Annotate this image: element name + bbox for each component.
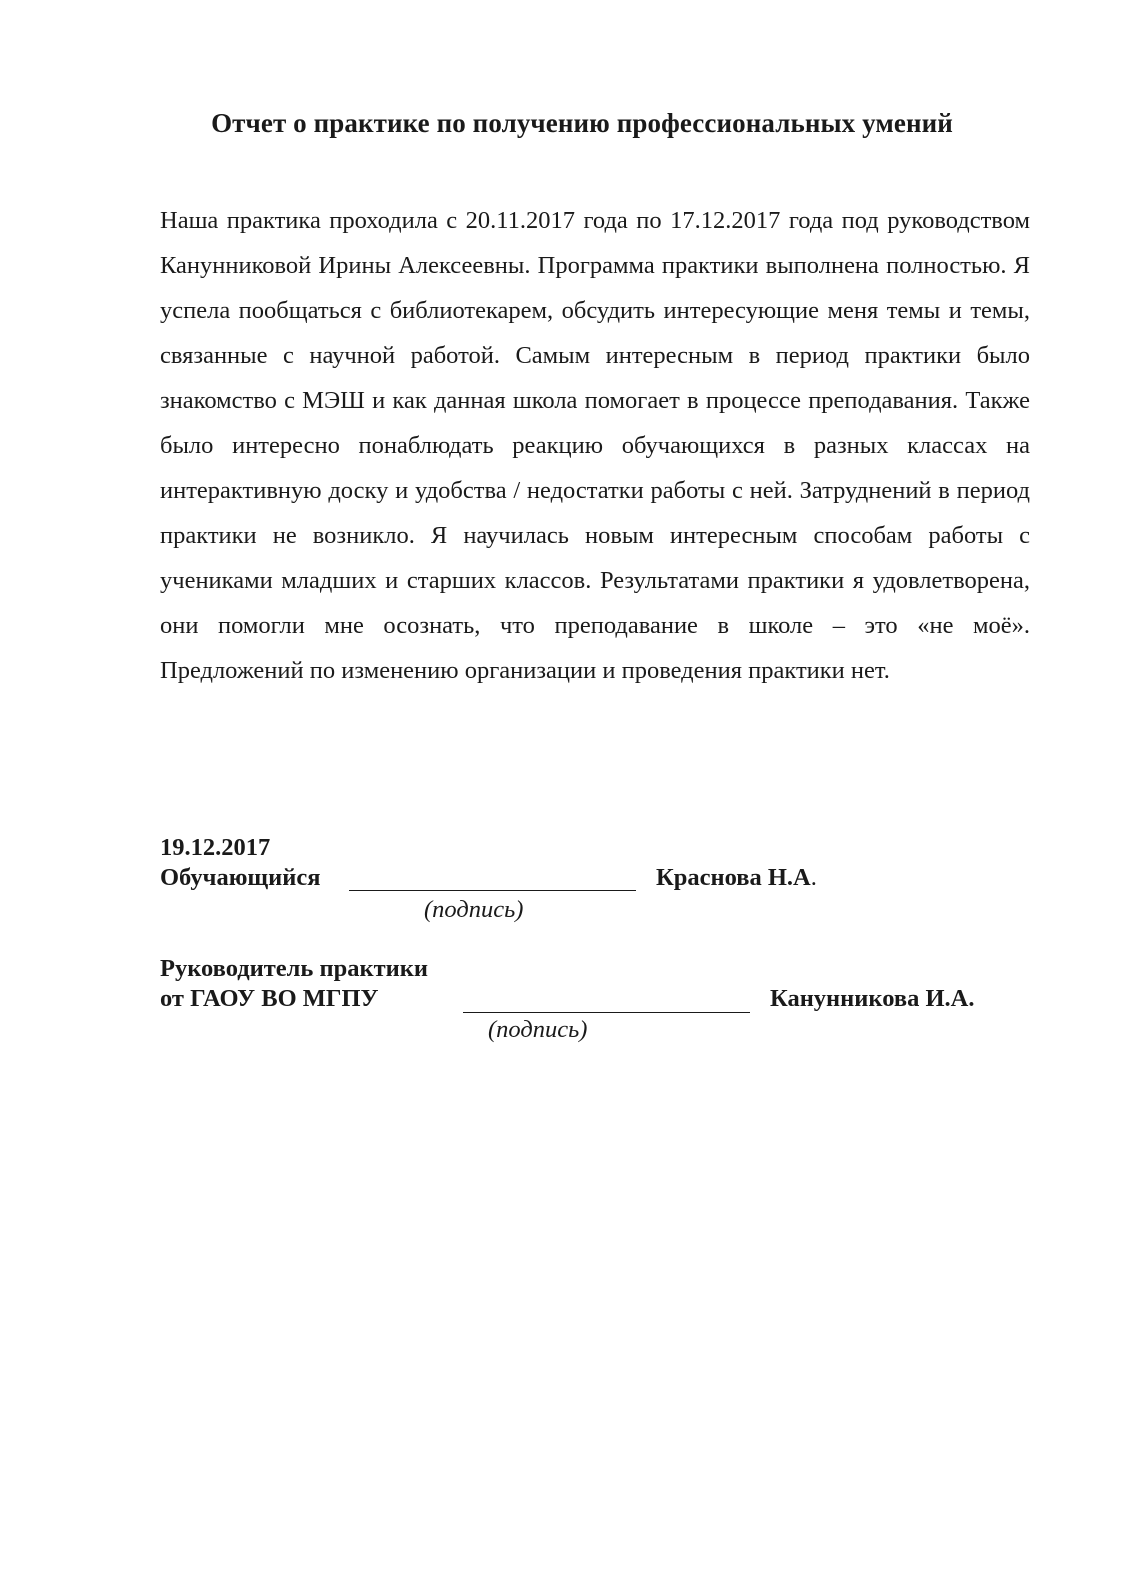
supervisor-role-line1: Руководитель практики — [160, 955, 428, 982]
student-name-suffix: . — [810, 864, 817, 891]
report-paragraph: Наша практика проходила с 20.11.2017 года по 17.12.2017 года под руководством Канунниковой Ирины Алексеевны. Программа практики выполнена полностью. Я успела пообщаться с библиотекарем, обсудить интересующие меня темы и темы, связанные с научной работой. Самым интересным в период практики было знакомство с МЭШ и как данная школа помогает в процессе преподавания. Также было интересно понаблюдать реакцию обучающихся в разных классах на интерактивную доску и удобства / недостатки работы с ней. Затруднений в период практики не возникло. Я научилась новым интересным способам работы с учениками младших и старших классов. Результатами практики я удовлетворена, они помогли мне осознать, что преподавание в школе – это «не моё». Предложений по изменению организации и проведения практики нет. — [160, 207, 1030, 684]
student-signature-line — [349, 890, 636, 891]
student-name-wrapper — [656, 864, 817, 892]
supervisor-signature-caption: (подпись) — [488, 1016, 588, 1043]
student-role-label: Обучающийся — [160, 864, 321, 891]
supervisor-name: Канунникова И.А. — [770, 985, 975, 1012]
student-name: Краснова Н.А — [656, 864, 811, 891]
student-signature-caption: (подпись) — [424, 896, 524, 923]
supervisor-role-line2: от ГАОУ ВО МГПУ — [160, 985, 379, 1012]
document-title: Отчет о практике по получению профессиональных умений — [211, 108, 953, 138]
signature-date: 19.12.2017 — [160, 834, 271, 861]
supervisor-signature-line — [463, 1012, 750, 1013]
